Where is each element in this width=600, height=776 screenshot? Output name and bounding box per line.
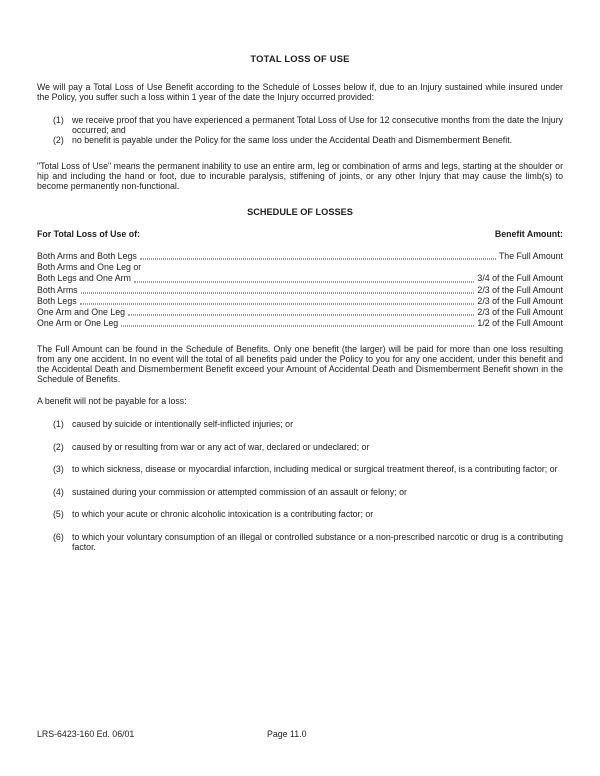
table-row <box>37 262 563 273</box>
list-item <box>37 135 563 145</box>
benefit-amount: 2/3 of the Full Amount <box>477 284 563 295</box>
dot-leader <box>81 292 475 293</box>
benefit-amount: 1/2 of the Full Amount <box>477 318 563 329</box>
item-number: (2) <box>53 135 64 145</box>
dot-leader <box>128 315 474 316</box>
loss-label: Both Arms and One Leg or <box>37 262 142 273</box>
list-item <box>37 509 563 519</box>
full-amount-paragraph: The Full Amount can be found in the Schedule of Benefits. Only one benefit (the larger) will be paid for more than one loss resulting from any one accident. In no event will the total of all benefits paid under the Policy to you for any one accident, under this benefit and the Accidental Death and Dismemberment Benefit exceed your Amount of Accidental Death and Dismemberment Benefit shown in the Schedule of Benefits. <box>37 344 563 385</box>
benefit-amount: 3/4 of the Full Amount <box>477 273 563 284</box>
table-row <box>37 318 563 329</box>
item-text: to which your acute or chronic alcoholic intoxication is a contributing factor; or <box>72 509 374 520</box>
table-row <box>37 273 563 284</box>
exclusions-list <box>37 419 563 552</box>
dot-leader <box>140 259 496 260</box>
item-text: no benefit is payable under the Policy for the same loss under the Accidental Death and Dismemberment Benefit. <box>72 135 513 145</box>
item-number: (5) <box>53 509 64 520</box>
table-row <box>37 296 563 307</box>
item-number: (4) <box>53 486 64 497</box>
item-text: to which your voluntary consumption of an illegal or controlled substance or a non-prescribed narcotic or drug is a contributing factor. <box>72 531 563 552</box>
item-text: caused by suicide or intentionally self-inflicted injuries; or <box>72 419 294 430</box>
item-text: to which sickness, disease or myocardial infarction, including medical or surgical treatment thereof, is a contributing factor; or <box>72 464 558 475</box>
loss-label: Both Arms <box>37 284 78 295</box>
dot-leader <box>134 281 475 282</box>
item-number: (6) <box>53 531 64 542</box>
item-number: (1) <box>53 419 64 430</box>
loss-label: One Arm and One Leg <box>37 307 126 318</box>
item-text: caused by or resulting from war or any act of war, declared or undeclared; or <box>72 441 370 452</box>
benefit-amount: 2/3 of the Full Amount <box>477 307 563 318</box>
table-row <box>37 251 563 262</box>
list-item <box>37 419 563 429</box>
item-number: (2) <box>53 441 64 452</box>
list-item <box>37 464 563 474</box>
schedule-table <box>37 251 563 329</box>
item-number: (3) <box>53 464 64 475</box>
table-row <box>37 307 563 318</box>
dot-leader <box>121 326 474 327</box>
dot-leader <box>80 304 475 305</box>
item-number: (1) <box>53 115 64 125</box>
intro-paragraph: We will pay a Total Loss of Use Benefit according to the Schedule of Losses below if, due to an Injury sustained while insured under the Policy, you suffer such a loss within 1 year of the date the Injury occurred provided: <box>37 82 563 102</box>
table-row <box>37 285 563 296</box>
page-number: Page 11.0 <box>267 729 307 739</box>
list-item <box>37 115 563 135</box>
list-item <box>37 442 563 452</box>
list-item <box>37 487 563 497</box>
item-text: sustained during your commission or attempted commission of an assault or felony; or <box>72 486 407 497</box>
exclusions-intro: A benefit will not be payable for a loss: <box>37 396 187 407</box>
benefit-amount: 2/3 of the Full Amount <box>477 295 563 306</box>
schedule-left-header: For Total Loss of Use of: <box>37 229 140 239</box>
schedule-right-header: Benefit Amount: <box>494 229 563 239</box>
schedule-heading: SCHEDULE OF LOSSES <box>247 207 353 217</box>
page-title: TOTAL LOSS OF USE <box>250 53 350 64</box>
loss-label: One Arm or One Leg <box>37 318 119 329</box>
loss-label: Both Legs <box>37 295 77 306</box>
schedule-column-headers <box>37 229 563 239</box>
page-footer <box>0 729 600 741</box>
benefit-amount: The Full Amount <box>498 251 563 261</box>
list-item <box>37 532 563 552</box>
definition-paragraph: "Total Loss of Use" means the permanent inability to use an entire arm, leg or combination of arms and legs, starting at the shoulder or hip and including the hand or foot, due to incurable paralysis, stiffening of joints, or any other Injury that may cause the limb(s) to become permanently non-functional. <box>37 161 563 191</box>
form-number: LRS-6423-160 Ed. 06/01 <box>37 729 135 739</box>
loss-label: Both Arms and Both Legs <box>37 251 137 261</box>
item-text: we receive proof that you have experienced a permanent Total Loss of Use for 12 consecutive months from the date the Injury occurred; and <box>72 115 563 135</box>
provisions-list <box>37 115 563 145</box>
loss-label: Both Legs and One Arm <box>37 273 131 284</box>
